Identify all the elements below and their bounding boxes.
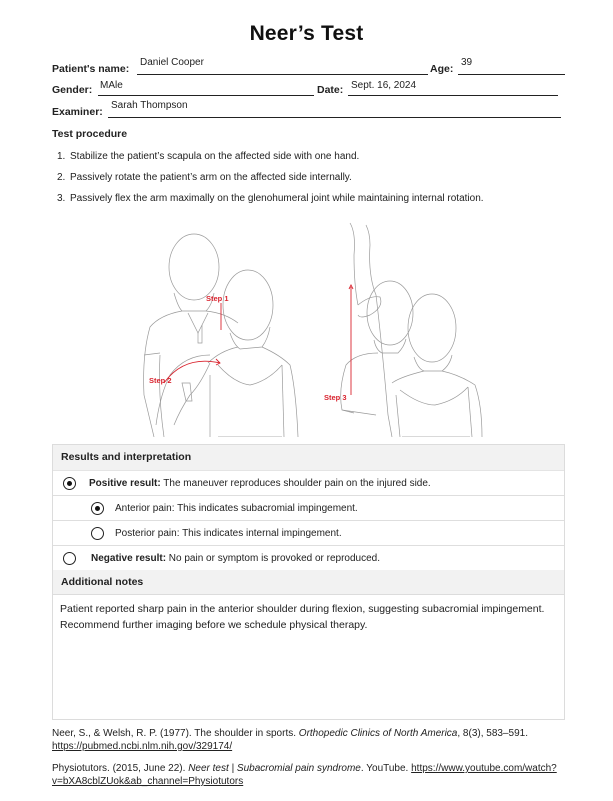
age-label: Age: — [430, 63, 454, 75]
negative-result-radio[interactable] — [63, 552, 76, 565]
date-field[interactable]: Sept. 16, 2024 — [351, 80, 417, 91]
raised-arm — [350, 223, 392, 437]
results-table — [52, 444, 565, 571]
page-title: Neer’s Test — [249, 22, 364, 45]
positive-result-radio[interactable] — [63, 477, 76, 490]
anterior-pain-option[interactable]: Anterior pain: This indicates subacromial impingement. — [53, 496, 564, 521]
patient-name-underline — [137, 74, 428, 75]
examiner-label: Examiner: — [52, 106, 103, 118]
procedure-step: 1. Stabilize the patient’s scapula on the affected side with one hand. — [57, 151, 360, 162]
step-3-label: Step 3 — [324, 393, 347, 402]
procedure-steps-list — [57, 150, 484, 213]
negative-result-option[interactable]: Negative result: No pain or symptom is provoked or reproduced. — [53, 546, 564, 571]
date-label: Date: — [317, 84, 344, 96]
step-2-label: Step 2 — [149, 376, 172, 385]
additional-notes-textarea[interactable]: Patient reported sharp pain in the anterior shoulder during flexion, suggesting subacromial impingement. Recommend further imaging before we schedule physical therapy. — [52, 594, 565, 720]
results-heading: Results and interpretation — [53, 445, 564, 471]
step-annotations — [164, 285, 353, 395]
posterior-pain-radio[interactable] — [91, 527, 104, 540]
reference-item: Physiotutors. (2015, June 22). Neer test | Subacromial pain syndrome. YouTube. https://www.youtube.com/watch?v=bXA8cblZUok&ab_channel=Physiotutors — [52, 763, 557, 787]
patient-name-field[interactable]: Daniel Cooper — [140, 57, 204, 68]
procedure-step: 3. Passively flex the arm maximally on the glenohumeral joint while maintaining internal rotation. — [57, 193, 484, 204]
procedure-step: 2. Passively rotate the patient’s arm on the affected side internally. — [57, 172, 352, 183]
reference-item: Neer, S., & Welsh, R. P. (1977). The shoulder in sports. Orthopedic Clinics of North America, 8(3), 583–591. https://pubmed.ncbi.nlm.nih.gov/329174/ — [52, 728, 528, 752]
gender-label: Gender: — [52, 84, 93, 96]
additional-notes-heading: Additional notes — [52, 570, 565, 594]
references — [52, 727, 567, 797]
patient-name-label: Patient's name: — [52, 63, 130, 75]
posterior-pain-option[interactable]: Posterior pain: This indicates internal impingement. — [53, 521, 564, 546]
examiner-figure-left — [144, 234, 238, 437]
gender-field[interactable]: MAle — [100, 80, 123, 91]
test-procedure-heading: Test procedure — [52, 128, 128, 140]
age-field[interactable]: 39 — [461, 57, 473, 68]
gender-underline — [98, 95, 314, 96]
patient-figure-right — [392, 294, 482, 437]
positive-result-option[interactable]: Positive result: The maneuver reproduces shoulder pain on the injured side. — [53, 471, 564, 496]
examiner-underline — [108, 117, 561, 118]
anterior-pain-radio[interactable] — [91, 502, 104, 515]
age-underline — [458, 74, 565, 75]
reference-link[interactable]: https://pubmed.ncbi.nlm.nih.gov/329174/ — [52, 741, 233, 752]
reference-link[interactable]: https://www.youtube.com/watch?v=bXA8cblZUok&ab_channel=Physiotutors — [52, 763, 557, 787]
step-1-label: Step 1 — [206, 294, 229, 303]
examiner-field[interactable]: Sarah Thompson — [111, 100, 188, 111]
date-underline — [348, 95, 558, 96]
neer-test-illustration — [130, 215, 490, 437]
